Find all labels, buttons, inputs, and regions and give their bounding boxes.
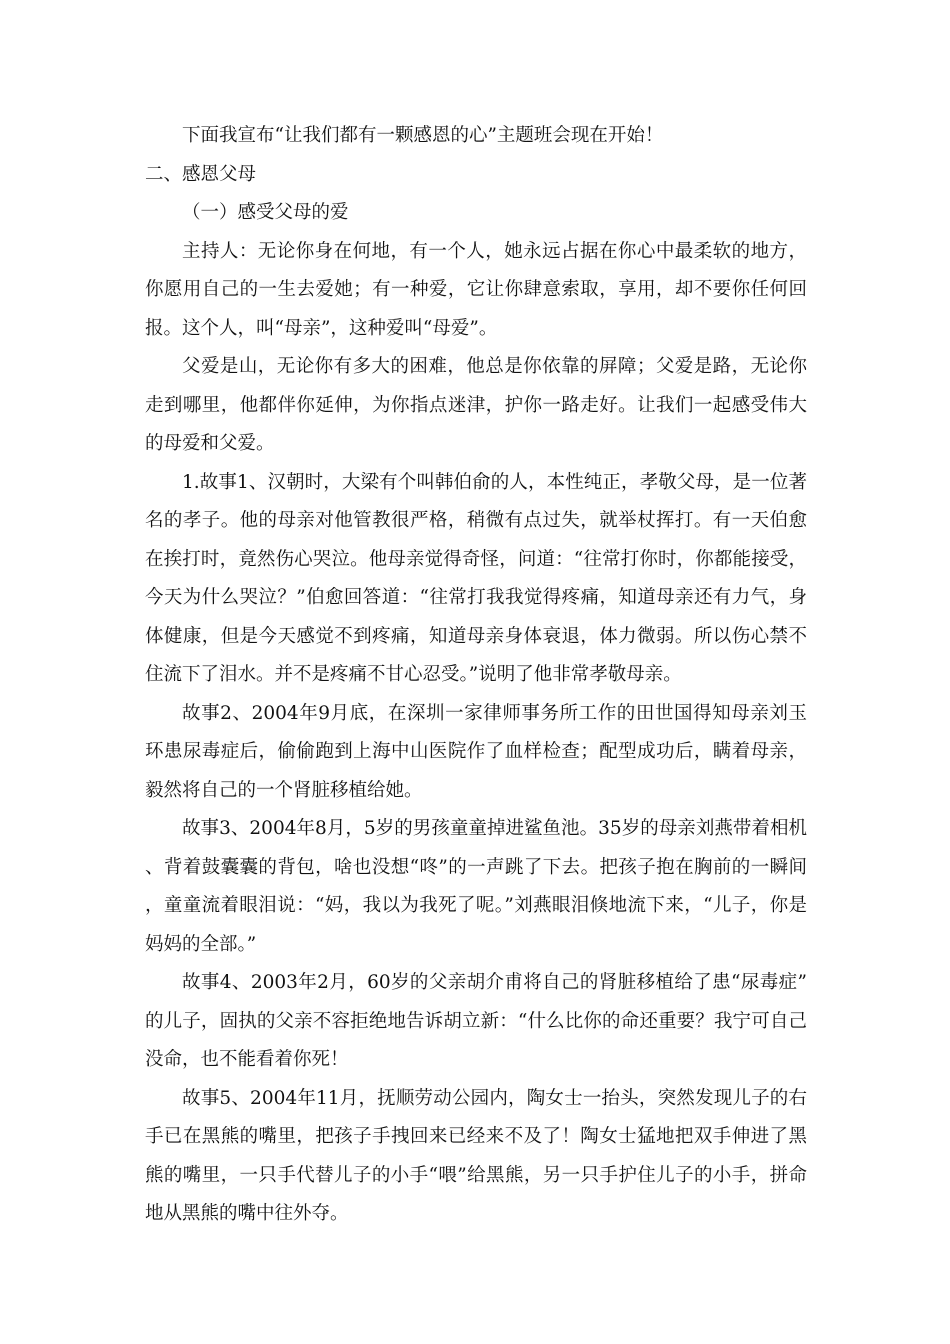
story-5-paragraph: 故事5、2004年11月，抚顺劳动公园内，陶女士一抬头，突然发现儿子的右手已在黑熊的嘴里，把孩子手拽回来已经来不及了！陶女士猛地把双手伸进了黑熊的嘴里，一只手代替儿子的小手“喂”给黑熊，另一只手护住儿子的小手，拼命地从黑熊的嘴中往外夺。 [145, 1087, 807, 1224]
story-3-paragraph: 故事3、2004年8月，5岁的男孩童童掉进鲨鱼池。35岁的母亲刘燕带着相机、背着鼓囊囊的背包，啥也没想“咚”的一声跳了下去。把孩子抱在胸前的一瞬间，童童流着眼泪说：“妈，我以为我死了呢。”刘燕眼泪倏地流下来，“儿子，你是妈妈的全部。” [145, 818, 807, 955]
section-heading: 二、感恩父母 [145, 163, 257, 185]
document-page [145, 117, 807, 1234]
story-2-paragraph: 故事2、2004年9月底，在深圳一家律师事务所工作的田世国得知母亲刘玉环患尿毒症后，偷偷跑到上海中山医院作了血样检查；配型成功后，瞒着母亲，毅然将自己的一个肾脏移植给她。 [145, 702, 807, 801]
opening-announcement: 下面我宣布“让我们都有一颗感恩的心”主题班会现在开始！ [182, 125, 664, 146]
subsection-heading: （一）感受父母的爱 [182, 202, 349, 223]
father-love-paragraph: 父爱是山，无论你有多大的困难，他总是你依靠的屏障；父爱是路，无论你走到哪里，他都伴你延伸，为你指点迷津，护你一路走好。让我们一起感受伟大的母爱和父爱。 [145, 356, 807, 454]
host-paragraph: 主持人：无论你身在何地，有一个人，她永远占据在你心中最柔软的地方，你愿用自己的一生去爱她；有一种爱，它让你肆意索取，享用，却不要你任何回报。这个人，叫“母亲”，这种爱叫“母爱”。 [145, 240, 807, 339]
story-4-paragraph: 故事4、2003年2月，60岁的父亲胡介甫将自己的肾脏移植给了患“尿毒症”的儿子，固执的父亲不容拒绝地告诉胡立新：“什么比你的命还重要？我宁可自己没命，也不能看着你死！ [145, 972, 807, 1070]
story-1-paragraph: 1.故事1、汉朝时，大梁有个叫韩伯俞的人，本性纯正，孝敬父母，是一位著名的孝子。他的母亲对他管教很严格，稍微有点过失，就举杖挥打。有一天伯愈在挨打时，竟然伤心哭泣。他母亲觉得奇怪，问道：“往常打你时，你都能接受，今天为什么哭泣？”伯愈回答道：“往常打我我觉得疼痛，知道母亲还有力气，身体健康，但是今天感觉不到疼痛，知道母亲身体衰退，体力微弱。所以伤心禁不住流下了泪水。并不是疼痛不甘心忍受。”说明了他非常孝敬母亲。 [145, 471, 807, 685]
